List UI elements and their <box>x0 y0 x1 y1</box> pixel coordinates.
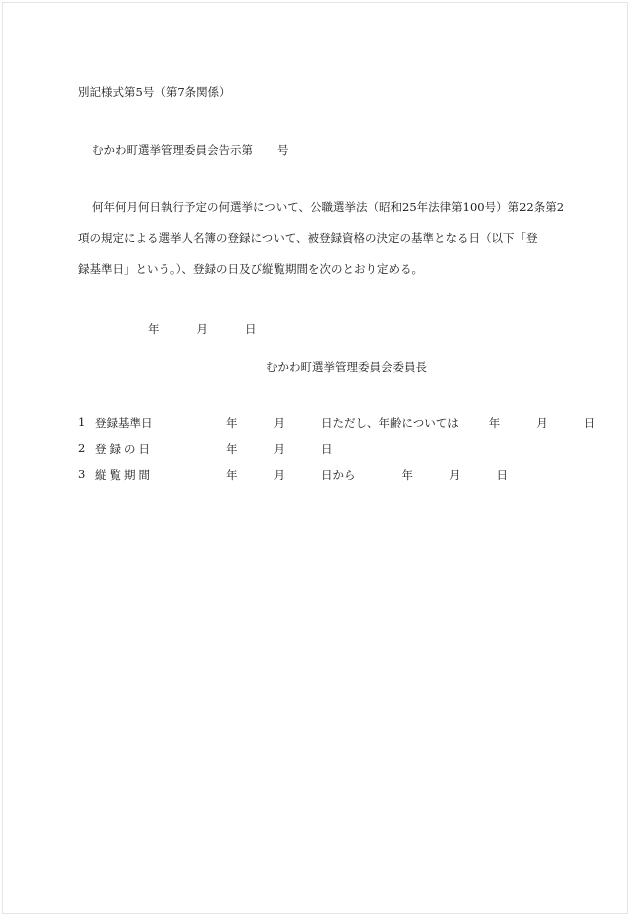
item-month: 月 <box>273 442 285 456</box>
body-line-2: 項の規定による選挙人名簿の登録について、被登録資格の決定の基準となる日（以下「登 <box>78 231 538 245</box>
item-month: 月 <box>273 468 285 482</box>
item-label: 登録基準日 <box>95 416 153 430</box>
form-title: 別記様式第5号（第7条関係） <box>78 85 231 99</box>
item-date <box>226 415 595 431</box>
item-extra-year: 年 <box>401 468 413 482</box>
notice-prefix: むかわ町選挙管理委員会告示第 <box>92 143 253 157</box>
item-year: 年 <box>226 442 238 456</box>
item-number: 2 <box>78 441 86 455</box>
notice-date <box>148 321 257 337</box>
notice-suffix: 号 <box>277 143 289 157</box>
page-border <box>2 2 628 914</box>
notice-number-line <box>92 142 289 158</box>
item-day-text: 日から <box>321 468 356 482</box>
item-date <box>226 467 508 483</box>
body-line-1: 何年何月何日執行予定の何選挙について、公職選挙法（昭和25年法律第100号）第22条第2 <box>92 200 565 214</box>
date-month: 月 <box>196 322 208 336</box>
item-month: 月 <box>273 416 285 430</box>
item-date <box>226 441 333 457</box>
item-label: 縦覧期間 <box>95 468 153 482</box>
body-line-3: 録基準日」という。）、登録の日及び縦覧期間を次のとおり定める。 <box>78 262 423 276</box>
item-number: 3 <box>78 467 86 481</box>
item-day-text: 日ただし、年齢については <box>321 416 459 430</box>
item-label: 登録の日 <box>95 442 153 456</box>
item-year: 年 <box>226 416 238 430</box>
date-year: 年 <box>148 322 160 336</box>
item-extra-day: 日 <box>496 468 508 482</box>
item-day-text: 日 <box>321 442 333 456</box>
item-extra-day: 日 <box>583 416 596 430</box>
item-extra-month: 月 <box>449 468 461 482</box>
item-number: 1 <box>78 415 86 429</box>
item-extra-month: 月 <box>536 416 548 430</box>
signatory: むかわ町選挙管理委員会委員長 <box>266 360 427 374</box>
date-day: 日 <box>245 322 257 336</box>
item-extra-year: 年 <box>488 416 501 430</box>
item-year: 年 <box>226 468 238 482</box>
